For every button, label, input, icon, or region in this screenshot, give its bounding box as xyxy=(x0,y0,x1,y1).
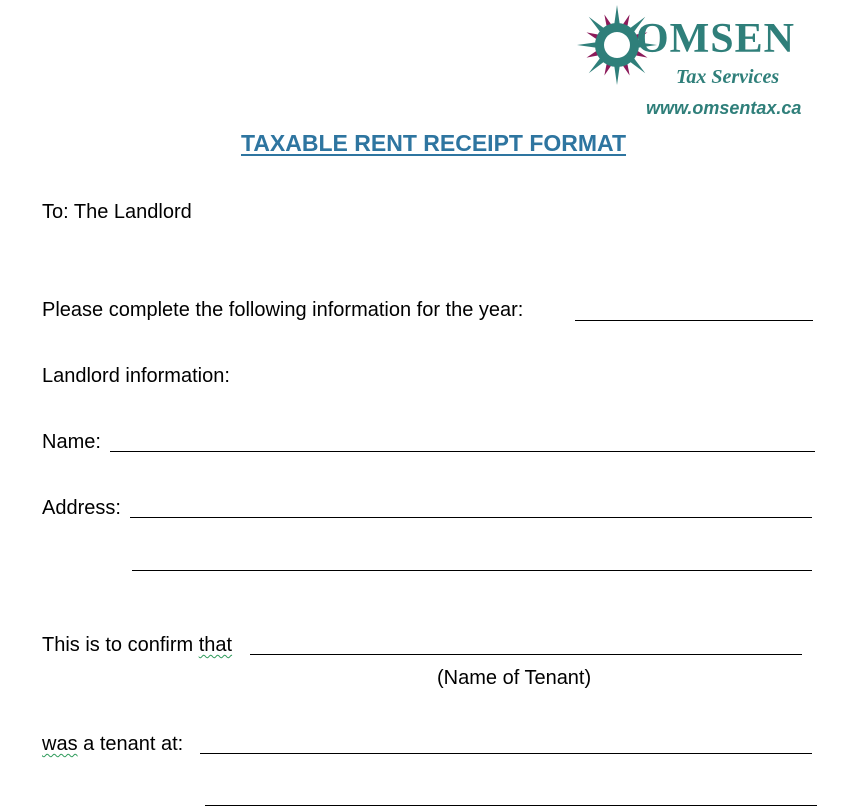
tenant-address-field-line-1[interactable] xyxy=(200,753,812,754)
address-label: Address: xyxy=(42,497,121,519)
logo-name: OMSEN xyxy=(636,16,796,62)
confirm-that-word: that xyxy=(198,634,233,656)
logo-subtitle: Tax Services xyxy=(676,66,780,88)
name-label: Name: xyxy=(42,431,101,453)
address-field-line-2[interactable] xyxy=(132,570,812,571)
tenant-at-rest: a tenant at: xyxy=(77,733,184,755)
website-link[interactable]: www.omsentax.ca xyxy=(646,98,802,118)
confirm-prefix: This is to confirm xyxy=(42,634,199,656)
tenant-name-field[interactable] xyxy=(250,654,802,655)
year-prompt: Please complete the following information for the year: xyxy=(42,299,524,321)
name-field[interactable] xyxy=(110,451,815,452)
landlord-heading: Landlord information: xyxy=(42,365,230,387)
tenant-at-was-word: was xyxy=(42,733,78,755)
document-title: TAXABLE RENT RECEIPT FORMAT xyxy=(240,130,627,156)
year-field[interactable] xyxy=(575,320,813,321)
to-line: To: The Landlord xyxy=(42,201,192,223)
company-logo xyxy=(576,4,826,94)
address-field-line-1[interactable] xyxy=(130,517,812,518)
tenant-at-text xyxy=(42,732,183,756)
confirm-text xyxy=(42,633,232,657)
tenant-address-field-line-2[interactable] xyxy=(205,805,817,806)
tenant-caption: (Name of Tenant) xyxy=(437,667,592,689)
